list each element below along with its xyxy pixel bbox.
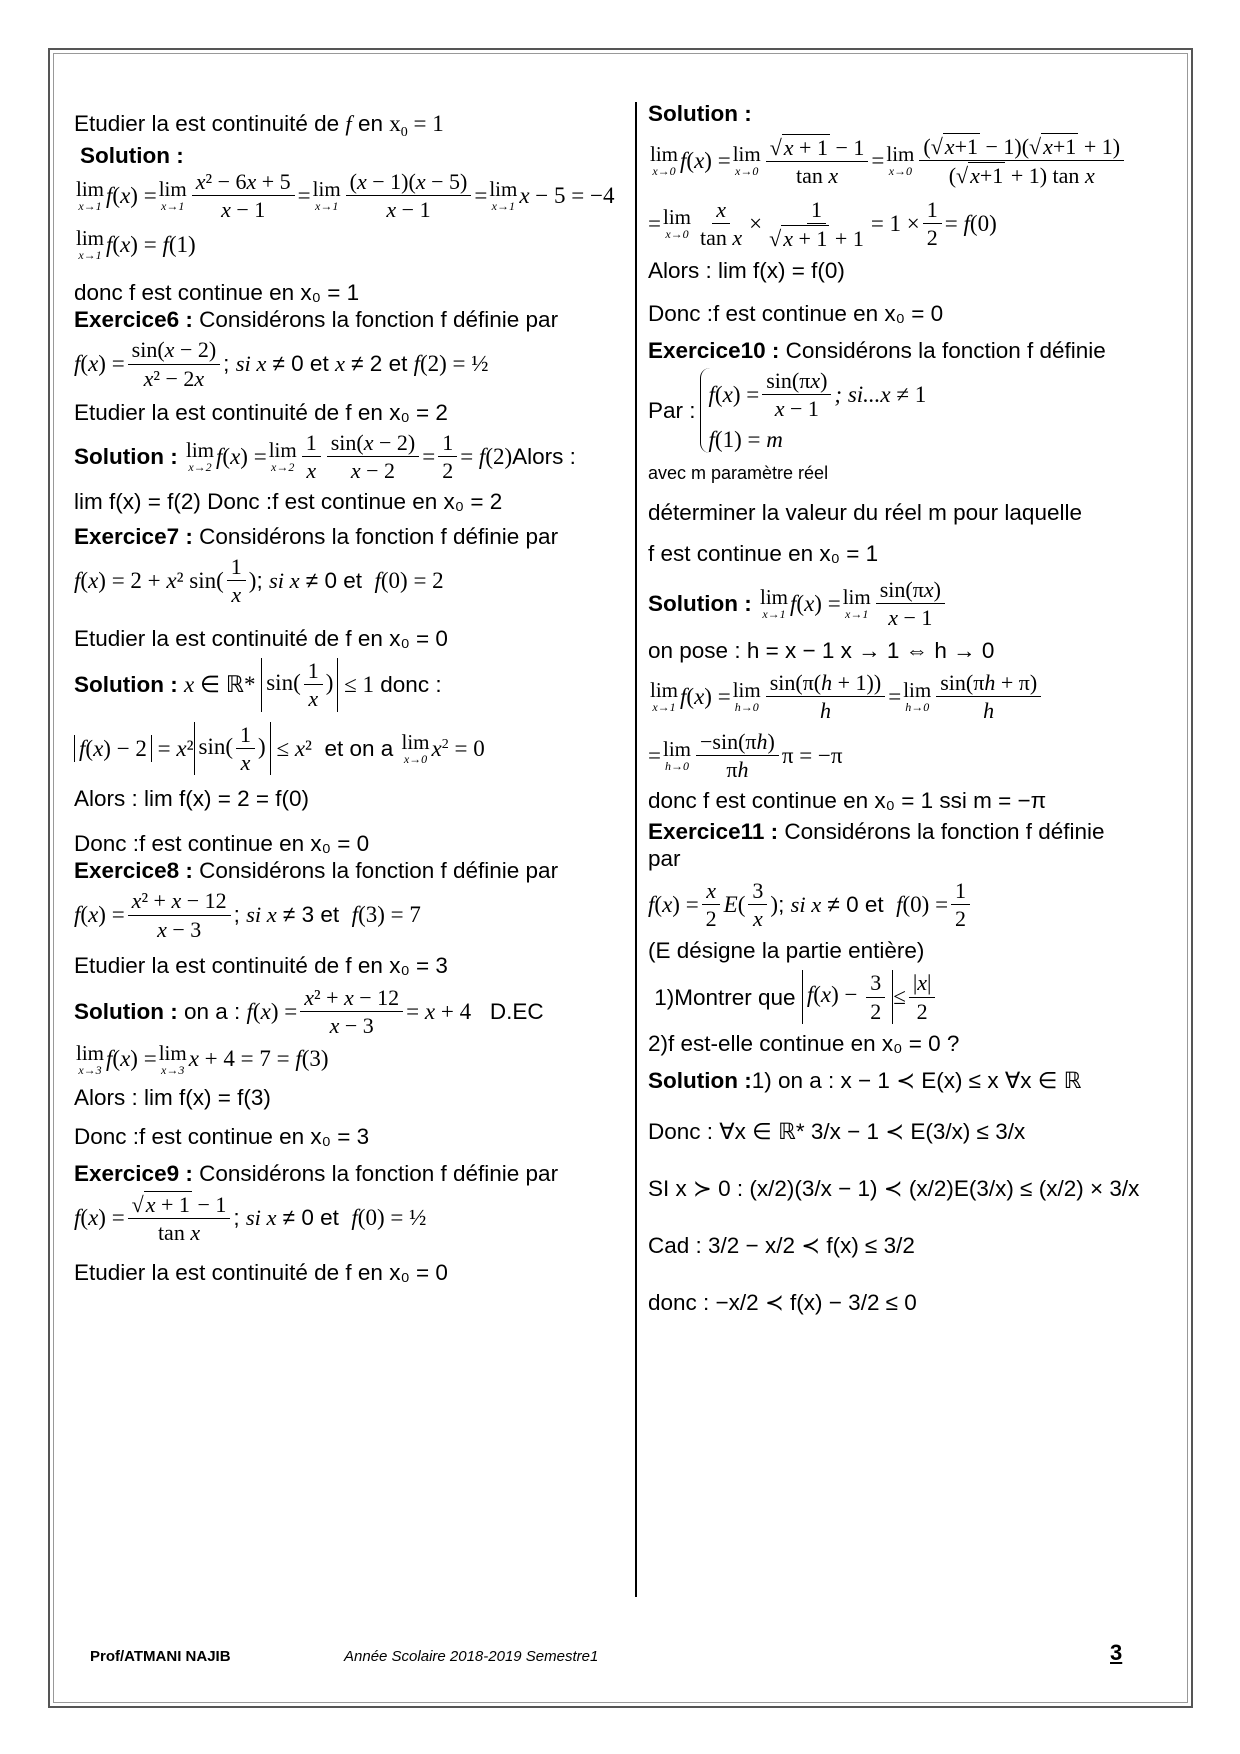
ex9-solution-line1: lim x→0 f(x) = lim x→0 $\frac{√x + 1 - 1}{\text{tan x}}$ = lim x→0 $\frac{(√x+1 - 1)(√x+1 + 1)}{\text{(√x+1 + 1) tan x}}$ bbox=[648, 133, 1178, 189]
ex6-definition: f(x) = $\frac{\sin(x - 2)}{\text{x² − 2x}}$ ; si x ≠ 0 et x ≠ 2 et f(2) = ½ bbox=[74, 337, 489, 391]
ex7-inequality: f(x) − 2 = x² sin( $\frac{1}{x}$ ) ≤ x² et on a lim x→0 $x^2 = 0$ bbox=[74, 722, 626, 776]
ex10-definition: Par : f(x) = $\frac{\sin(\pi x)}{x - 1}$ ; si...x ≠ 1 f(1) = m bbox=[648, 368, 927, 452]
ex7-conclusion: Donc :f est continue en x₀ = 0 bbox=[74, 831, 370, 857]
ex-prev-limit-line: lim x→1 f(x) = lim x→1 $\frac{\text{x² − 6x + 5}}{x - 1}$ = lim x→1 $\frac{(x - 1)(x - 5)}{x - 1}$ = lim x→1 x − 5 = −4 bbox=[76, 168, 615, 223]
ex9-solution-alors: Alors : lim f(x) = f(0) bbox=[648, 258, 845, 284]
ex10-header: Exercice10 : Considérons la fonction f définie bbox=[648, 338, 1106, 364]
ex8-conclusion: Donc :f est continue en x₀ = 3 bbox=[74, 1123, 370, 1149]
left-column bbox=[74, 110, 626, 1286]
ex10-question2: f est continue en x₀ = 1 bbox=[648, 540, 879, 566]
ex11-note: (E désigne la partie entière) bbox=[648, 938, 925, 964]
solution-label: Solution : bbox=[80, 142, 184, 168]
ex11-solution: Solution :1) on a : x − 1 ≺ E(x) ≤ x ∀x ∈ ℝ bbox=[648, 1067, 1082, 1093]
ex-prev-statement: Etudier la est continuité de f en $x_0 = 1$ bbox=[74, 111, 444, 140]
ex6-statement: Etudier la est continuité de f en x₀ = 2 bbox=[74, 399, 448, 425]
ex8-statement: Etudier la est continuité de f en x₀ = 3 bbox=[74, 952, 448, 978]
footer-author: Prof/ATMANI NAJIB bbox=[90, 1648, 231, 1665]
ex9-statement: Etudier la est continuité de f en x₀ = 0 bbox=[74, 1260, 448, 1286]
ex7-alors: Alors : lim f(x) = 2 = f(0) bbox=[74, 786, 310, 812]
ex7-statement: Etudier la est continuité de f en x₀ = 0 bbox=[74, 626, 448, 652]
ex8-header: Exercice8 : Considérons la fonction f définie par bbox=[74, 858, 559, 884]
ex7-header: Exercice7 : Considérons la fonction f définie par bbox=[74, 523, 559, 549]
ex11-definition: f(x) = $\frac{x}{2}$ E( $\frac{3}{x}$ ) ; si x ≠ 0 et f(0) = $\frac{1}{2}$ bbox=[648, 878, 1178, 932]
ex8-alors: Alors : lim f(x) = f(3) bbox=[74, 1084, 271, 1110]
ex11-donc: Donc : ∀x ∈ ℝ* 3/x − 1 ≺ E(3/x) ≤ 3/x bbox=[648, 1118, 1026, 1144]
ex-prev-conclusion: donc f est continue en x₀ = 1 bbox=[74, 280, 360, 306]
ex11-header: Exercice11 : Considérons la fonction f définie bbox=[648, 818, 1105, 844]
ex9-solution-line2: = lim x→0 $\frac{x}{\text{tan x}}$ × $\frac{1}{√x + 1 + 1}$ = 1 × $\frac{1}{2}$ = f(0) bbox=[648, 196, 997, 251]
ex11-par: par bbox=[648, 845, 681, 871]
ex-prev-limit-eq: lim x→1 f(x) = f(1) bbox=[76, 226, 196, 263]
ex11-q1: 1)Montrer que f(x) − $\frac{3}{2}$ ≤ $\frac{|x|}{2}$ bbox=[648, 970, 1178, 1024]
ex8-limit: lim x→3 f(x) = lim x→3 x + 4 = 7 = f(3) bbox=[76, 1040, 329, 1077]
ex10-solution: Solution : lim x→1 f(x) = lim x→1 $\frac{\sin(\pi x)}{x - 1}$ bbox=[648, 577, 1178, 631]
ex11-q2: 2)f est-elle continue en x₀ = 0 ? bbox=[648, 1030, 960, 1056]
ex7-solution: Solution : x ∈ ℝ* sin( $\frac{1}{x}$ ) ≤ 1 donc : bbox=[74, 658, 442, 712]
ex10-avec: avec m paramètre réel bbox=[648, 463, 829, 484]
ex10-line2: = lim h→0 $\frac{-\sin(\pi h)}{\pi h}$ π = −π bbox=[648, 729, 843, 783]
ex8-solution: Solution : on a : f(x) = $\frac{\text{x² + x − 12}}{x - 3}$ = x + 4 D.EC bbox=[74, 984, 544, 1039]
ex6-header: Exercice6 : Considérons la fonction f définie par bbox=[74, 307, 559, 333]
right-column bbox=[648, 100, 1178, 1316]
ex6-solution: Solution : lim x→2 f(x) = lim x→2 $\frac{1}{x}$ $\frac{\sin(x - 2)}{x - 2}$ = $\frac{1}{2}$ = f(2) Alors : bbox=[74, 429, 576, 484]
ex7-definition: f(x) = 2 + x² sin ( $\frac{1}{x}$ ) ; si x ≠ 0 et f(0) = 2 bbox=[74, 553, 444, 607]
ex10-pose: on pose : h = x − 1 x → 1 ⇔ h → 0 bbox=[648, 637, 995, 663]
ex6-conclusion: lim f(x) = f(2) Donc :f est continue en x₀ = 2 bbox=[74, 488, 503, 514]
column-divider bbox=[635, 102, 637, 1597]
ex11-donc2: donc : −x/2 ≺ f(x) − 3/2 ≤ 0 bbox=[648, 1289, 917, 1315]
page-number: 3 bbox=[1110, 1640, 1123, 1665]
ex10-line1: lim x→1 f(x) = lim h→0 $\frac{\sin(\pi(h + 1))}{h}$ = lim h→0 $\frac{\sin(\pi h + \pi)}{h}$ bbox=[648, 670, 1178, 724]
footer-year: Année Scolaire 2018-2019 Semestre1 bbox=[344, 1648, 599, 1665]
ex9-definition: f(x) = $\frac{√x + 1 - 1}{\text{tan x}}$ ; si x ≠ 0 et f(0) = ½ bbox=[74, 1191, 427, 1245]
ex10-conclusion: donc f est continue en x₀ = 1 ssi m = −π bbox=[648, 787, 1047, 813]
solution-label: Solution : bbox=[648, 101, 752, 126]
ex10-question1: déterminer la valeur du réel m pour laquelle bbox=[648, 499, 1082, 525]
ex8-definition: f(x) = $\frac{\text{x² + x − 12}}{x - 3}$ ; si x ≠ 3 et f(3) = 7 bbox=[74, 888, 421, 942]
ex9-solution-conclusion: Donc :f est continue en x₀ = 0 bbox=[648, 301, 944, 327]
ex11-si: SI x ≻ 0 : (x/2)(3/x − 1) ≺ (x/2)E(3/x) ≤ (x/2) × 3/x bbox=[648, 1175, 1140, 1201]
ex11-cad: Cad : 3/2 − x/2 ≺ f(x) ≤ 3/2 bbox=[648, 1232, 915, 1258]
ex9-header: Exercice9 : Considérons la fonction f définie par bbox=[74, 1160, 559, 1186]
